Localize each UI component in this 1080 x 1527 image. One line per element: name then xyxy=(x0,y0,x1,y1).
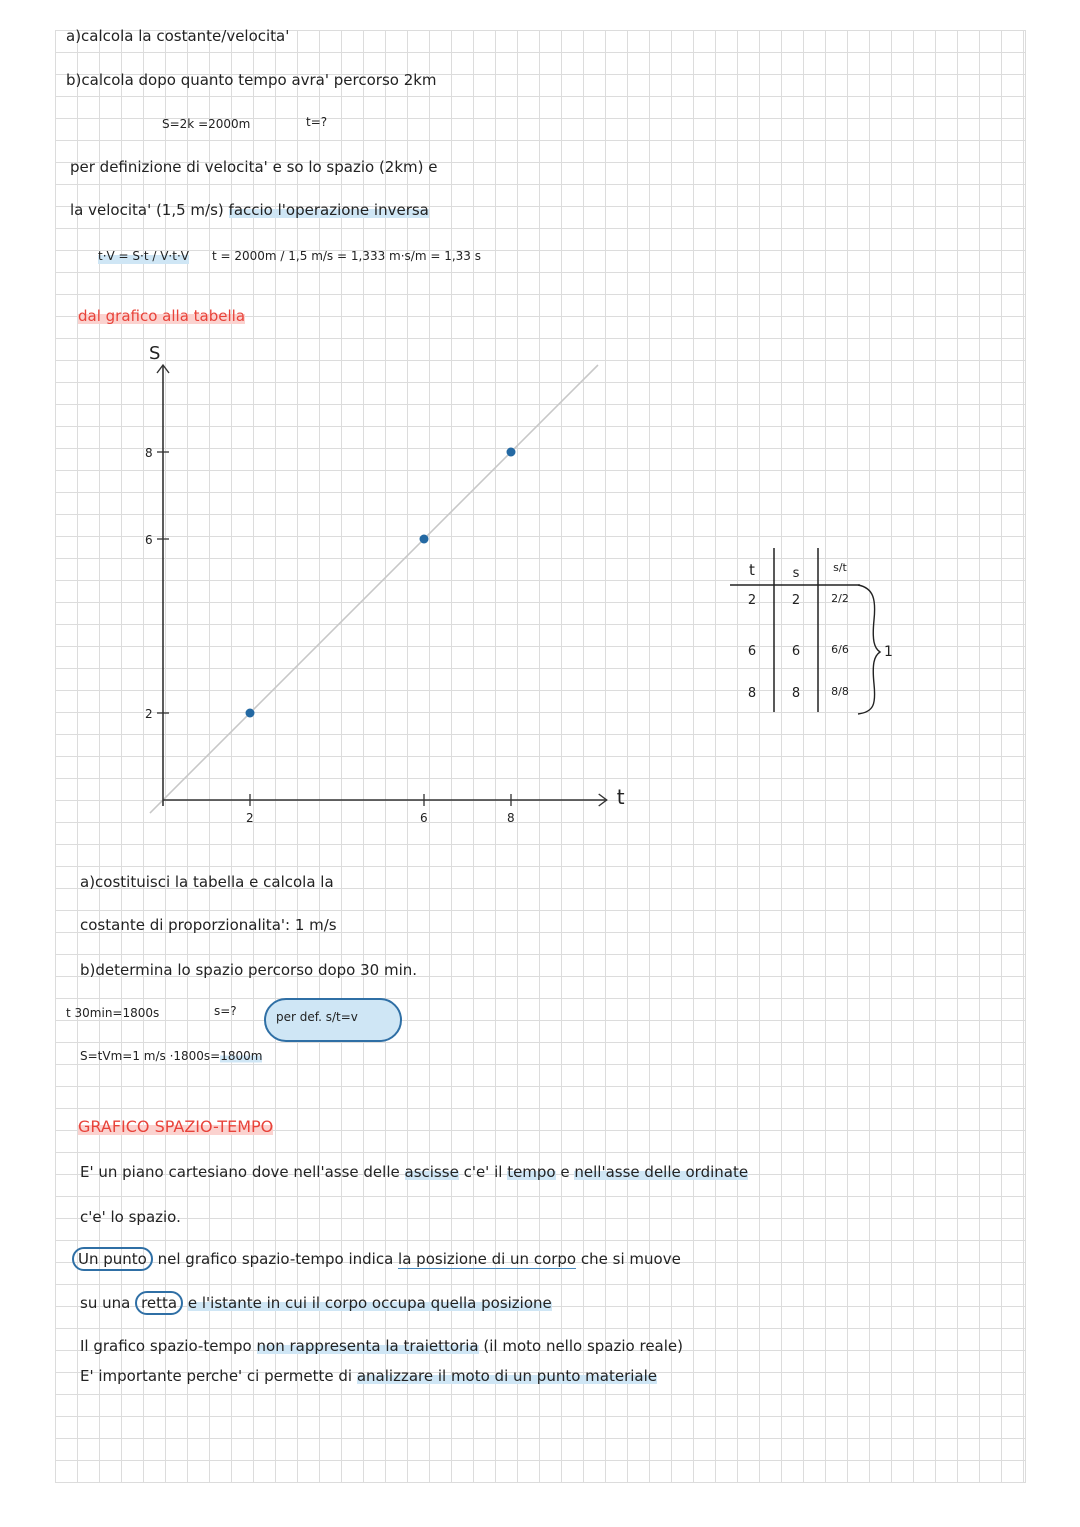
question-a-table: a)costituisci la tabella e calcola la xyxy=(80,873,334,891)
brace-label: 1 xyxy=(884,644,893,660)
formula-inverse: t·V = S·t / V·t·V xyxy=(98,249,189,263)
question-a-top: a)calcola la costante/velocita' xyxy=(66,27,290,45)
table-brace xyxy=(858,585,880,714)
theory-paragraph-2: c'e' lo spazio. xyxy=(80,1208,181,1226)
table-header-ratio: s/t xyxy=(833,561,847,574)
table-header-s: s xyxy=(792,566,800,581)
y-tick-label: 2 xyxy=(145,707,153,721)
x-tick-label: 8 xyxy=(507,811,515,825)
definition-velocity: per def. s/t=v xyxy=(276,1010,358,1024)
x-tick-label: 2 xyxy=(246,811,254,825)
unknown-space: s=? xyxy=(214,1004,237,1018)
unknown-time: t=? xyxy=(306,115,328,129)
table-cell-t: 6 xyxy=(747,644,757,659)
table-cell-t: 8 xyxy=(747,686,757,701)
question-a-constant: costante di proporzionalita': 1 m/s xyxy=(80,916,337,934)
table-cell-ratio: 6/6 xyxy=(831,643,849,656)
x-axis-label: t xyxy=(616,785,625,809)
table-cell-s: 2 xyxy=(791,593,801,608)
table-cell-t: 2 xyxy=(747,593,757,608)
theory-paragraph-4: su una retta e l'istante in cui il corpo occupa quella posizione xyxy=(80,1294,552,1312)
table-cell-s: 8 xyxy=(791,686,801,701)
space-result: S=tVm=1 m/s ·1800s=1800m xyxy=(80,1049,263,1063)
table-cell-ratio: 8/8 xyxy=(831,685,849,698)
definition-line-2: la velocita' (1,5 m/s) faccio l'operazione inversa xyxy=(70,201,429,219)
question-b-top: b)calcola dopo quanto tempo avra' percorso 2km xyxy=(66,71,437,89)
formula-time-result: t = 2000m / 1,5 m/s = 1,333 m·s/m = 1,33 s xyxy=(212,249,481,263)
definition-line-1: per definizione di velocita' e so lo spazio (2km) e xyxy=(70,158,438,176)
question-b-space: b)determina lo spazio percorso dopo 30 min. xyxy=(80,961,418,979)
x-tick-label: 6 xyxy=(420,811,428,825)
given-distance: S=2k =2000m xyxy=(162,117,251,131)
table-cell-s: 6 xyxy=(791,644,801,659)
y-tick-label: 8 xyxy=(145,446,153,460)
theory-paragraph-3: Un punto nel grafico spazio-tempo indica la posizione di un corpo che si muove xyxy=(72,1250,681,1268)
table-header-t: t xyxy=(749,561,755,579)
table-cell-ratio: 2/2 xyxy=(831,592,849,605)
time-conversion: t 30min=1800s xyxy=(66,1006,160,1020)
y-tick-label: 6 xyxy=(145,533,153,547)
theory-paragraph-6: E' importante perche' ci permette di analizzare il moto di un punto materiale xyxy=(80,1367,657,1385)
theory-paragraph-1: E' un piano cartesiano dove nell'asse delle ascisse c'e' il tempo e nell'asse delle ordinate xyxy=(80,1163,749,1181)
from-graph-heading: dal grafico alla tabella xyxy=(78,307,246,325)
section-title: GRAFICO SPAZIO-TEMPO xyxy=(78,1117,274,1136)
theory-paragraph-5: Il grafico spazio-tempo non rappresenta la traiettoria (il moto nello spazio reale) xyxy=(80,1337,683,1355)
y-axis-label: S xyxy=(149,343,161,364)
